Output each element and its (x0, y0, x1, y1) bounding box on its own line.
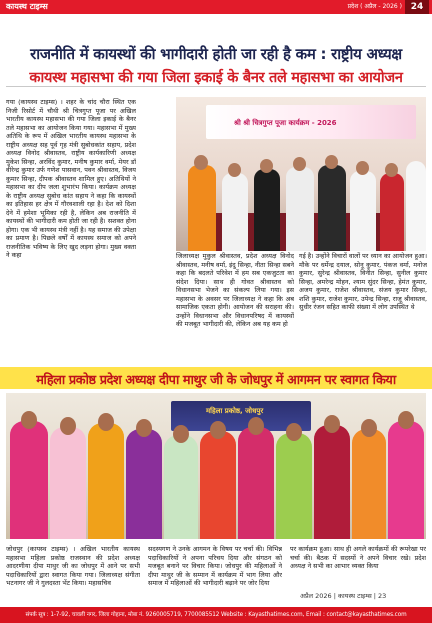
woman-figure (164, 435, 198, 539)
article2-column-a: जोधपुर (कायस्थ टाइम्स) । अखिल भारतीय कायस्थ महासभा महिला प्रकोष्ठ राजस्थान की प्रदेश अध्यक्ष आदरणीया दीपा माथुर जी का जोधपुर में आने पर सभी पदाधिकारियों द्वारा स्वागत किया गया। जिलाध्यक्ष संगीता भटनागर जी ने गुलदस्ता भेंट किया। महासचिव (6, 545, 140, 587)
person-figure (406, 161, 426, 251)
person-figure (318, 165, 346, 251)
person-head (194, 155, 208, 170)
article2-headline: महिला प्रकोष्ठ प्रदेश अध्यक्ष दीपा माथुर जी के जोधपुर में आगमन पर स्वागत किया (36, 373, 396, 388)
article1-column-right: गई है। उन्होंने विचारों वालों पर ध्यान का आयोजन हुआ। मौके पर धर्मेन्द्र दयाल, सोनू कुमार, पंकज वर्मा, मनोज कुमार, सुरेन्द्र श्रीवास्तव, विनीत सिन्हा, सुनील कुमार सिन्हा, अमरेन्द्र मोहन, श्याम सुंदर सिन्हा, हेमंत कुमार, अजय कुमार, राजेश श्रीवास्तव, संजय कुमार सिन्हा, शशि कुमार, राजेश कुमार, उपेन्द्र सिन्हा, राजू श्रीवास्तव, सुधीर रंजन सहित काफी संख्या में लोग उपस्थित थे (299, 252, 427, 311)
top-header-bar (0, 0, 432, 14)
person-head (293, 157, 306, 171)
person-figure (350, 171, 376, 251)
contact-footer (0, 607, 432, 623)
woman-figure (10, 421, 48, 539)
person-head (228, 163, 241, 177)
person-head (356, 161, 369, 175)
woman-figure (126, 429, 162, 539)
woman-face (98, 413, 114, 431)
article1-subheadline: कायस्थ महासभा की गया जिला इकाई के बैनर तले महासभा का आयोजन (29, 70, 403, 86)
publication-brand: कायस्थ टाइम्स (6, 2, 48, 11)
woman-face (210, 421, 226, 439)
person-figure (286, 167, 314, 251)
person-figure (188, 165, 216, 251)
stage-banner-text: श्री श्री चित्रगुप्त पूजा कार्यक्रम - 2026 (234, 119, 337, 127)
woman-face (361, 419, 377, 437)
article1-photo (176, 97, 426, 251)
article2-column-b: सदस्यगण ने उनके आगमन के विषय पर चर्चा की। विभिन्न पदाधिकारियों ने अपना परिचय दिया और संगठन को मजबूत बनाने पर विचार किया। जोधपुर की महिलाओं ने दीपा माथुर जी के सम्मान में कार्यक्रम में भाग लिया और समाज में महिलाओं की भागीदारी बढ़ाने पर जोर दिया (148, 545, 282, 587)
article2-photo (6, 393, 426, 539)
contact-info: संपर्क सूत्र : 1-7-92, चावली नगर, जिला गोहाना, मोबा नं. 9260005719, 7700085512 Website : Kayasthatimes.com, Email : contact@kayasthatimes.com (25, 612, 407, 618)
woman-face (136, 419, 152, 437)
event-banner-text: महिला प्रकोष्ठ, जोधपुर (206, 407, 264, 415)
woman-face (248, 417, 264, 435)
person-head (385, 163, 398, 177)
issue-date: प्रदेश ( अप्रैल - 2026 ) (347, 3, 402, 10)
article1-headline: राजनीति में कायस्थों की भागीदारी होती जा रही है कम : राष्ट्रीय अध्यक्ष (30, 45, 402, 63)
page-number-badge: 24 (405, 0, 429, 14)
article2-headline-band (0, 367, 432, 389)
woman-figure (88, 423, 124, 539)
woman-figure (352, 429, 386, 539)
woman-face (398, 411, 414, 429)
person-head (260, 159, 273, 173)
divider (6, 86, 426, 87)
woman-figure (314, 425, 350, 539)
woman-face (173, 425, 189, 443)
woman-figure (50, 427, 86, 539)
woman-face (60, 417, 76, 435)
woman-figure (238, 427, 274, 539)
person-figure (254, 169, 280, 251)
article2-column-c: पर कार्यक्रम हुआ। साथ ही अगले कार्यक्रमों की रूपरेखा पर चर्चा की। बैठक में सदस्यों ने अपने विचार रखे। प्रदेश अध्यक्ष ने सभी का आभार व्यक्त किया (290, 545, 426, 570)
woman-face (21, 411, 37, 429)
woman-figure (276, 433, 312, 539)
person-figure (380, 173, 404, 251)
woman-figure (388, 421, 424, 539)
article1-column-left: गया (कायस्थ टाइम्स) । शहर के चांद चौरा स्थित एक निजी रिसोर्ट में चौथी श्री चित्रगुप्त पूजा पर अखिल भारतीय कायस्थ महासभा की गया जिला इकाई के बैनर तले महासभा का आयोजन किया गया। महासभा में मुख्य अतिथि के रूप में अखिल भारतीय कायस्थ महासभा के राष्ट्रीय अध्यक्ष सह पूर्व गृह मंत्री सुबोधकांत सहाय, प्रदेश अध्यक्ष विनोद श्रीवास्तव, राष्ट्रीय कार्यकारिणी अध्यक्ष मुकेश सिन्हा, अरविंद कुमार, मनीष कुमार वर्मा, मेयर डॉ वीरेन्द्र कुमार उर्फ गणेश पासवान, पवन श्रीवास्तव, विजय कुमार सिन्हा, दीपक श्रीवास्तव शामिल हुए। अतिथियों ने महासभा का दीप जला शुभारंभ किया। कार्यक्रम अध्यक्ष के राष्ट्रीय अध्यक्ष सुबोध कांत सहाय ने कहा कि कायस्थों का इतिहास हर क्षेत्र में गौरवशाली रहा है। देश को दिशा देने में हमेशा भूमिका रही है, लेकिन अब राजनीति में कायस्थों की भागीदारी कम होती जा रही है। सशक्त होना होगा। एक भी कायस्थ मंत्री नहीं है। यह समाज की उपेक्षा का प्रमाण है। पिछले वर्षों में कायस्थ समाज को अपने राजनीतिक भविष्य के लिए खुद लड़ना होगा। मुख्य वक्ता ने कहा (6, 98, 136, 259)
person-head (325, 155, 338, 169)
woman-figure (200, 431, 236, 539)
woman-face (324, 415, 340, 433)
article1-column-middle: जिलाध्यक्ष मुकुल श्रीवास्तव, प्रदेश अध्यक्ष विनोद श्रीवास्तव, मनीष वर्मा, इंदु सिन्हा, नीता सिन्हा सबने कहा कि बदलते परिवेश में हम सब एकजुटता का संदेश दिया। साथ ही गोवत श्रीवास्तव को विधानसभा भेजने का संकल्प लिया गया। इस महासभा के अवसर पर जिलाध्यक्ष ने कहा कि अब सामाजिक एकता होगी। आयोजन की सराहना की। उन्होंने विधानसभा और विधानपरिषद में कायस्थों की मजबूत भागीदारी की, लेकिन अब यह कम हो (176, 252, 294, 328)
page-footer-line: अप्रैल 2026 | कायस्थ टाइम्स | 23 (300, 592, 387, 600)
person-figure (222, 173, 248, 251)
woman-face (286, 423, 302, 441)
